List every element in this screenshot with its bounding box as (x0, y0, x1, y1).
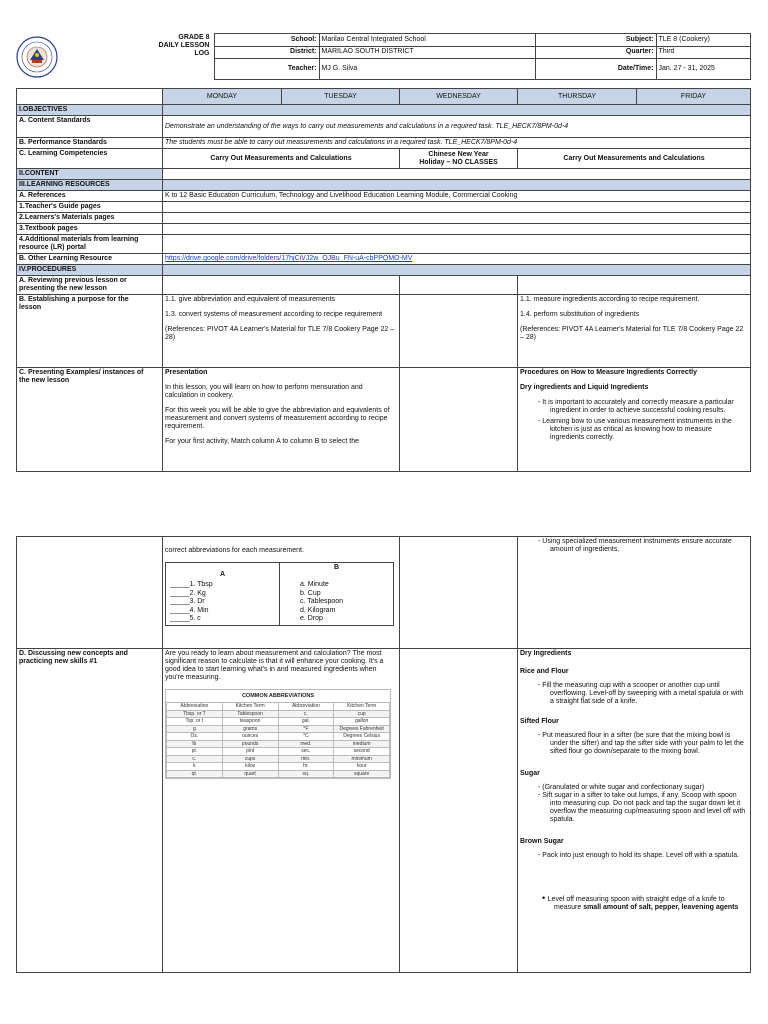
row-presenting-1: C. Presenting Examples/ instances of (19, 369, 144, 376)
district-label: District: (214, 46, 319, 59)
competency-thu-fri: Carry Out Measurements and Calculations (518, 149, 751, 169)
abbr-cell: kilos (222, 763, 278, 771)
presenting-mon-title: Presentation (165, 369, 208, 376)
abbr-cell: grams (222, 725, 278, 733)
references-text: K to 12 Basic Education Curriculum, Technology and Livelihood Education Learning Module, Commercial Cooking (163, 191, 751, 202)
abbr-cell: ounces (222, 733, 278, 741)
log-label-2: LOG (194, 49, 210, 57)
abbr-cell: Tsp. or t (167, 718, 223, 726)
presenting-thu-sub: Dry ingredients and Liquid Ingredients (520, 384, 649, 391)
discussing-thu-bullet-1: - Fill the measuring cup with a scooper or another cup until overflowing. Level-off by sweeping with a metal spatula or with a straight flat side of a knife. (520, 682, 748, 706)
matching-table (165, 562, 394, 626)
discussing-thu-bullet-5: - Pack into just enough to hold its shape. Level off with a spatula. (520, 852, 748, 860)
row-discussing-1: D. Discussing new concepts and (19, 650, 128, 657)
establishing-thu-obj1: 1.1. measure ingredients according to recipe requirement. (520, 296, 700, 303)
presenting-thu-bullet-2: - Learning bow to use various measurement instruments in the kitchen is just as critical as knowing how to measure ingredients correctly. (520, 418, 748, 442)
matching-b-item-2: b. Cup (300, 589, 321, 597)
matching-col-a: A (166, 563, 280, 581)
abbr-row (167, 710, 390, 718)
row-content-standards: A. Content Standards (17, 116, 163, 138)
content-standards-text: Demonstrate an understanding of the ways to carry out measurements and calculations in a required task. TLE_HECK7/8PM-0d-4 (163, 116, 751, 138)
establishing-mon-ref: (References: PIVOT 4A Learner's Material for TLE 7/8 Cookery Page 22 – 28) (165, 326, 395, 341)
abbr-cell: °F (278, 725, 334, 733)
discussing-thu-h2: Rice and Flour (520, 668, 569, 675)
abbr-row (167, 718, 390, 726)
abbr-cell: hour (334, 763, 390, 771)
abbr-cell: Oz. (167, 733, 223, 741)
row-learners-materials: 2.Learners's Materials pages (17, 213, 163, 224)
day-header-friday: FRIDAY (637, 89, 751, 105)
lesson-log-table-page-1 (16, 88, 751, 472)
section-learning-resources: III.LEARNING RESOURCES (17, 180, 163, 191)
abbr-cell: minimum (334, 755, 390, 763)
school-label: School: (214, 34, 319, 47)
establishing-thu-ref: (References: PIVOT 4A Learner's Material for TLE 7/8 Cookery Page 22 – 28) (520, 326, 744, 341)
row-reviewing-1: A. Reviewing previous lesson or (19, 277, 127, 284)
abbr-row (167, 755, 390, 763)
abbr-header-1: Abbreviation (167, 703, 223, 711)
abbr-cell: qt. (167, 770, 223, 778)
matching-a-item-3: _____3. Dr (170, 598, 205, 605)
abbr-header-3: Abbreviation (278, 703, 334, 711)
datetime-label: Date/Time: (535, 59, 656, 80)
establishing-mon-obj1: 1.1. give abbreviation and equivalent of measurements (165, 296, 336, 303)
presenting-thu-bullet-1: - It is important to accurately and correctly measure a particular ingredient in order to achieve successful cooking results. (520, 399, 748, 415)
section-content: II.CONTENT (17, 169, 163, 180)
grade-label: GRADE 8 (178, 33, 210, 41)
abbr-cell: teaspoon (222, 718, 278, 726)
discussing-thu-bullet-6-text: Level off measuring spoon with straight edge of a knife to measure (547, 896, 725, 911)
establishing-thu-obj2: 1.4. perform substitution of ingredients (520, 311, 640, 318)
holiday-label-1: Chinese New Year (428, 150, 489, 158)
abbr-cell: cup (334, 710, 390, 718)
row-teachers-guide: 1.Teacher's Guide pages (17, 202, 163, 213)
matching-b-item-1: a. Minute (300, 581, 329, 588)
abbr-cell: square (334, 770, 390, 778)
day-header-wednesday: WEDNESDAY (400, 89, 518, 105)
datetime-value: Jan. 27 - 31, 2025 (656, 59, 750, 80)
abbr-cell: c. (167, 755, 223, 763)
abbr-cell: min. (278, 755, 334, 763)
abbr-header-4: Kitchen Term (334, 703, 390, 711)
abbr-cell: Tablespoon (222, 710, 278, 718)
abbr-header-2: Kitchen Term (222, 703, 278, 711)
establishing-mon-obj2: 1.3. convert systems of measurement according to recipe requirement (165, 311, 383, 318)
row-additional-materials-1: 4.Additional materials from learning (19, 236, 139, 243)
presenting-thu-title: Procedures on How to Measure Ingredients Correctly (520, 369, 697, 376)
abbr-cell: lb (167, 740, 223, 748)
teacher-value: MJ G. Silva (319, 59, 535, 80)
abbr-cell: g (167, 725, 223, 733)
presenting-mon-p3-cont: correct abbreviations for each measurement. (165, 547, 304, 554)
abbr-cell: sq. (278, 770, 334, 778)
abbr-row (167, 725, 390, 733)
abbr-cell: Degrees Celsius (334, 733, 390, 741)
discussing-thu-bullet-2: - Put measured flour in a sifter (be sure that the mixing bowl is under the sifter) and tap the sifter side with your palm to let the sifted flour go down/separate to the mixing bowl. (520, 732, 748, 756)
abbr-cell: quart (222, 770, 278, 778)
abbr-cell: gallon (334, 718, 390, 726)
row-additional-materials-2: resource (LR) portal (19, 244, 86, 251)
row-presenting-2: the new lesson (19, 377, 70, 384)
abbreviations-table (166, 702, 390, 778)
discussing-thu-h5: Brown Sugar (520, 838, 564, 845)
district-value: MARILAO SOUTH DISTRICT (319, 46, 535, 59)
abbr-cell: hr. (278, 763, 334, 771)
day-header-tuesday: TUESDAY (282, 89, 400, 105)
abbr-cell: pint (222, 748, 278, 756)
matching-a-item-2: _____2. Kg (170, 589, 206, 597)
abbr-row (167, 763, 390, 771)
discussing-thu-bullet-3: - (Granulated or white sugar and confectionary sugar) (520, 784, 748, 792)
holiday-label-2: Holiday – NO CLASSES (419, 158, 498, 166)
presenting-thu-bullet-3: - Using specialized measurement instruments ensure accurate amount of ingredients. (520, 538, 748, 554)
school-value: Marilao Central Integrated School (319, 34, 535, 47)
row-references: A. References (17, 191, 163, 202)
row-performance-standards: B. Performance Standards (17, 138, 163, 149)
day-header-monday: MONDAY (163, 89, 282, 105)
discussing-thu-bullet-6-bold: small amount of salt, pepper, leavening agents (583, 904, 739, 911)
presenting-mon-p1: In this lesson, you will learn on how to perform mensuration and calculation in cookery. (165, 384, 363, 399)
row-establishing-2: lesson (19, 304, 42, 311)
row-learning-competencies: C. Learning Competencies (17, 149, 163, 169)
abbr-row (167, 748, 390, 756)
abbr-cell: °C (278, 733, 334, 741)
abbreviations-title: COMMON ABBREVIATIONS (241, 693, 315, 699)
abbr-cell: med. (278, 740, 334, 748)
matching-col-b: B (280, 563, 394, 581)
subject-value: TLE 8 (Cookery) (656, 34, 750, 47)
drive-resource-link[interactable]: https://drive.google.com/drive/folders/17hjCiVJ2w_OJBu_FN-uA-cbPPQMO-MV (165, 255, 413, 262)
discussing-thu-h1: Dry Ingredients (520, 650, 572, 657)
discussing-mon-p1: Are you ready to learn about measurement and calculation? The most significant reason to calculate is that it will enhance your cooking. It's a good idea to start learning what's in and measured ingredients when you're measuring. (165, 650, 384, 681)
matching-a-item-1: _____1. Tbsp (170, 581, 213, 588)
matching-b-item-4: d. Kilogram (300, 606, 336, 614)
performance-standards-text: The students must be able to carry out measurements and calculations in a required task. TLE_HECK7/8PM-0d-4 (163, 138, 751, 149)
row-textbook: 3.Textbook pages (17, 224, 163, 235)
row-establishing-1: B. Establishing a purpose for the (19, 296, 129, 303)
abbreviations-image (165, 689, 391, 779)
competency-mon-tue: Carry Out Measurements and Calculations (163, 149, 400, 169)
teacher-label: Teacher: (214, 59, 319, 80)
abbr-cell: second (334, 748, 390, 756)
day-header-thursday: THURSDAY (518, 89, 637, 105)
quarter-label: Quarter: (535, 46, 656, 59)
section-procedures: IV.PROCEDURES (17, 265, 163, 276)
section-objectives: I.OBJECTIVES (17, 105, 163, 116)
abbr-cell: pounds (222, 740, 278, 748)
abbr-cell: sec. (278, 748, 334, 756)
abbr-row (167, 740, 390, 748)
quarter-value: Third (656, 46, 750, 59)
matching-a-item-4: _____4. Min (170, 606, 209, 614)
abbr-cell: cups (222, 755, 278, 763)
presenting-mon-p3: For your first activity, Match column A to column B to select the (165, 438, 360, 445)
subject-label: Subject: (535, 34, 656, 47)
abbr-cell: k (167, 763, 223, 771)
matching-b-item-5: e. Drop (300, 615, 323, 622)
presenting-mon-p2: For this week you will be able to give the abbreviation and equivalents of measurement and convert systems of measurement according to recipe requirement. (165, 407, 390, 430)
abbr-cell: Degrees Fahrenheit (334, 725, 390, 733)
abbr-row (167, 733, 390, 741)
abbr-cell: Tbsp. or T (167, 710, 223, 718)
row-other-resource: B. Other Learning Resource (17, 254, 163, 265)
abbr-cell: gal. (278, 718, 334, 726)
log-label-1: DAILY LESSON (158, 41, 210, 49)
lesson-log-table-page-2 (16, 536, 751, 973)
discussing-thu-h3: Sifted Flour (520, 718, 559, 725)
matching-a-item-5: _____5. c (170, 615, 201, 622)
row-discussing-2: practicing new skills #1 (19, 658, 98, 665)
discussing-thu-bullet-4: - Sift sugar in a sifter to take out lumps, if any. Scoop with spoon into measuring cup. Do not pack and tap the sugar down let it overflow the measuring cup/measuring spoon and level off with spatula. (520, 792, 748, 824)
abbr-cell: pt. (167, 748, 223, 756)
abbr-row (167, 770, 390, 778)
header-table (16, 33, 751, 80)
discussing-thu-bullet-6 (520, 894, 748, 912)
discussing-thu-h4: Sugar (520, 770, 540, 777)
row-reviewing-2: presenting the new lesson (19, 285, 107, 292)
matching-b-item-3: c. Tablespoon (300, 598, 344, 605)
abbr-cell: c. (278, 710, 334, 718)
abbr-cell: medium (334, 740, 390, 748)
